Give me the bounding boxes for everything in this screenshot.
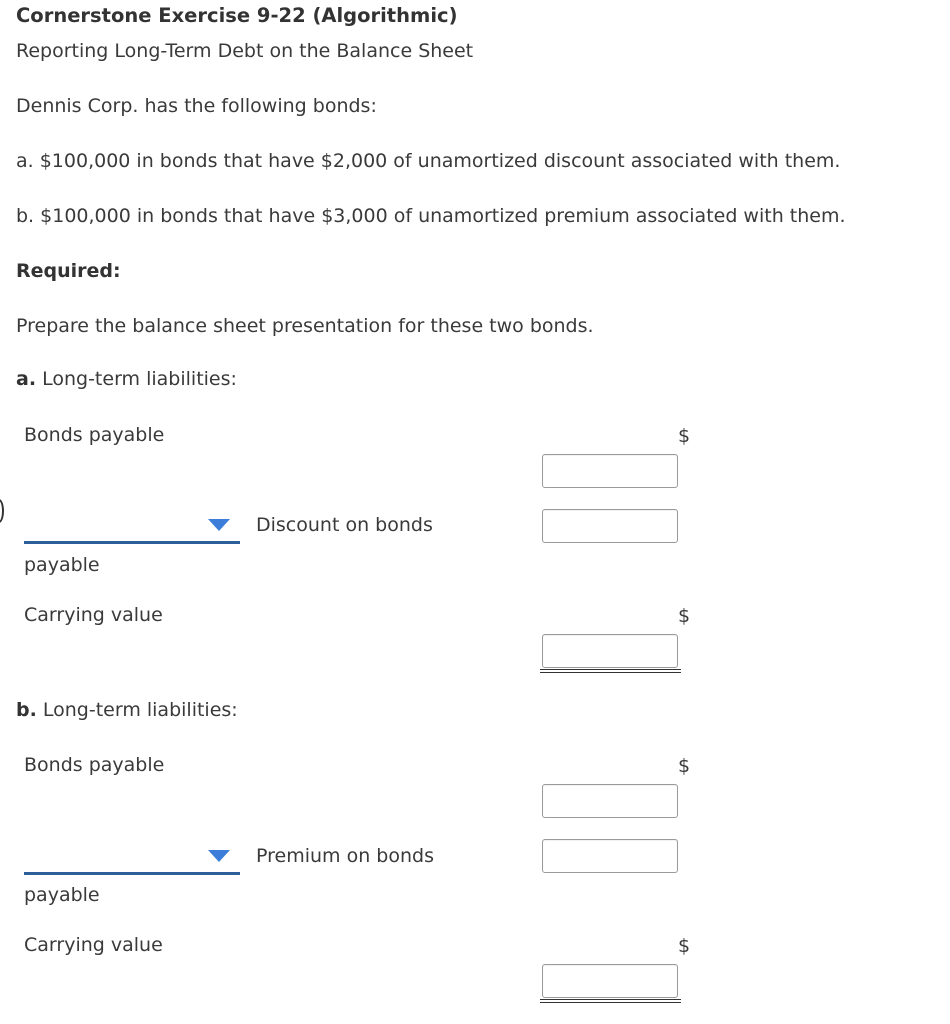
part-b-carrying-label: Carrying value xyxy=(24,934,163,956)
part-a-carrying-input[interactable] xyxy=(542,634,678,668)
part-b-bonds-payable-input[interactable] xyxy=(542,784,678,818)
part-a-adjust-label-cont: payable xyxy=(24,554,100,576)
part-a-heading xyxy=(16,368,237,390)
exercise-title: Cornerstone Exercise 9-22 (Algorithmic) xyxy=(16,4,458,27)
part-a-letter: a. xyxy=(16,368,37,390)
part-a-adjust-input[interactable] xyxy=(542,509,678,543)
part-b-adjust-input[interactable] xyxy=(542,839,678,873)
instruction-text: Prepare the balance sheet presentation for these two bonds. xyxy=(16,315,594,337)
part-b-carrying-input[interactable] xyxy=(542,964,678,998)
part-a-bonds-payable-dollar: $ xyxy=(678,425,691,447)
part-b-bonds-payable-dollar: $ xyxy=(678,755,691,777)
part-a-total-double-rule xyxy=(540,669,681,673)
part-b-heading-text: Long-term liabilities: xyxy=(42,699,238,721)
part-b-carrying-dollar: $ xyxy=(678,935,691,957)
part-a-heading-text: Long-term liabilities: xyxy=(42,368,237,390)
exercise-subtitle: Reporting Long-Term Debt on the Balance Sheet xyxy=(16,40,474,62)
part-a-adjust-label: Discount on bonds xyxy=(256,514,433,536)
problem-item-a: a. $100,000 in bonds that have $2,000 of unamortized discount associated with them. xyxy=(16,150,841,172)
part-a-carrying-label: Carrying value xyxy=(24,604,163,626)
part-b-letter: b. xyxy=(16,699,37,721)
part-b-adjust-label: Premium on bonds xyxy=(256,845,434,867)
part-b-adjust-dropdown[interactable] xyxy=(24,842,240,875)
part-b-total-double-rule xyxy=(540,999,681,1003)
part-b-bonds-payable-label: Bonds payable xyxy=(24,754,165,776)
part-b-adjust-label-cont: payable xyxy=(24,884,100,906)
part-a-carrying-dollar: $ xyxy=(678,605,691,627)
required-label: Required: xyxy=(16,260,121,282)
part-a-adjust-dropdown[interactable] xyxy=(24,511,240,544)
problem-intro: Dennis Corp. has the following bonds: xyxy=(16,95,377,117)
problem-item-b: b. $100,000 in bonds that have $3,000 of unamortized premium associated with them. xyxy=(16,205,846,227)
part-a-bonds-payable-label: Bonds payable xyxy=(24,424,165,446)
chevron-down-icon xyxy=(208,850,230,862)
part-a-bonds-payable-input[interactable] xyxy=(542,454,678,488)
chevron-down-icon xyxy=(208,519,230,531)
part-b-heading xyxy=(16,699,238,721)
left-edge-bracket xyxy=(0,499,4,523)
